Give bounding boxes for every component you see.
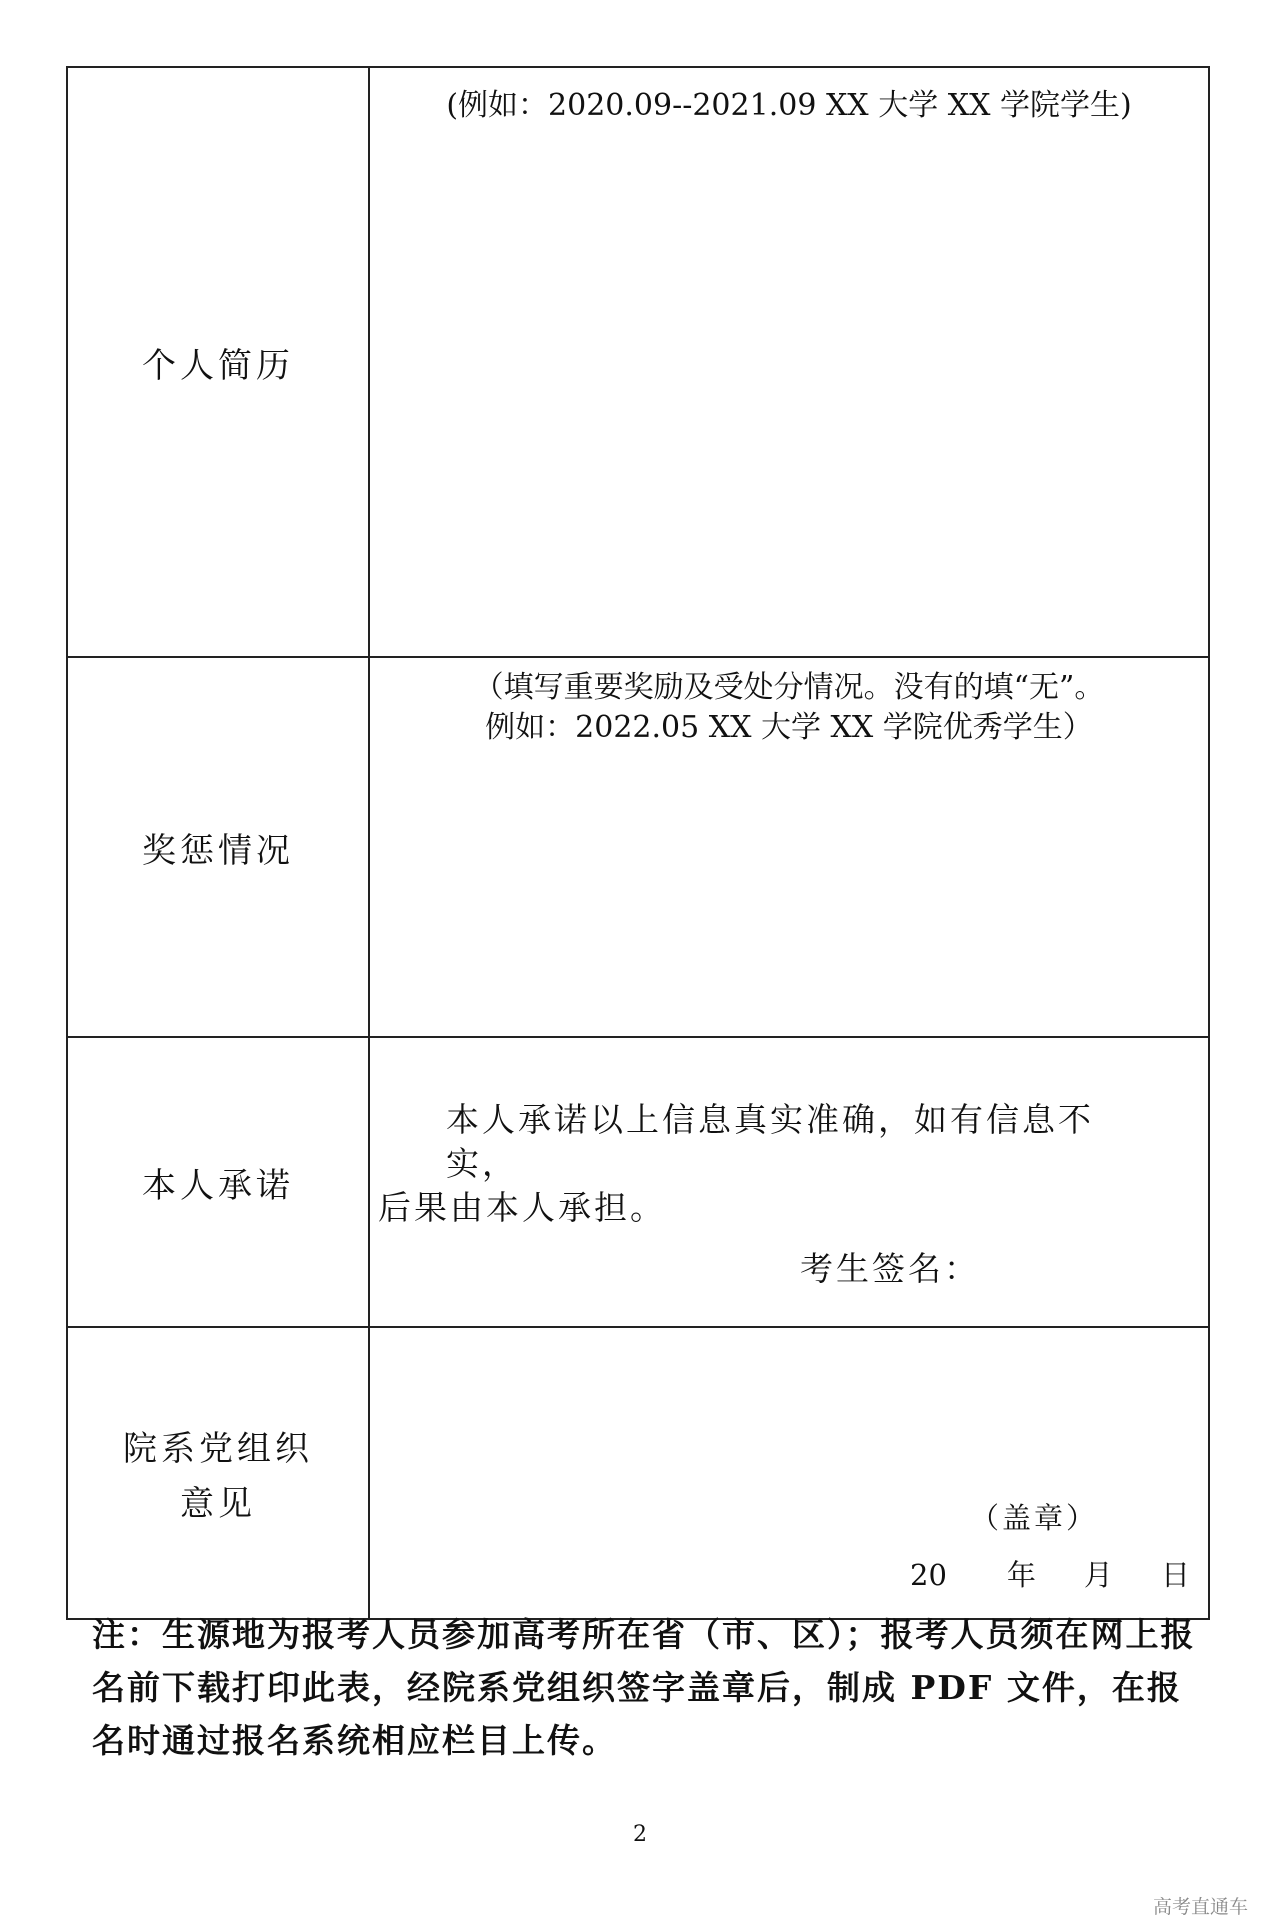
resume-row [67, 67, 1209, 657]
form-note: 注：生源地为报考人员参加高考所在省（市、区）；报考人员须在网上报名前下载打印此表，经院系党组织签字盖章后，制成 PDF 文件，在报名时通过报名系统相应栏目上传。 [92, 1615, 1196, 1760]
resume-field[interactable] [369, 67, 1209, 657]
resume-hint: (例如：2020.09--2021.09 XX 大学 XX 学院学生) [446, 88, 1132, 123]
promise-line2: 后果由本人承担。 [378, 1188, 666, 1227]
resume-label: 个人简历 [67, 67, 369, 657]
party-opinion-label-line1: 院系党组织 [123, 1429, 313, 1469]
seal-label: （盖章） [970, 1501, 1099, 1535]
watermark-text: 高考直通车 [1152, 1896, 1248, 1918]
promise-label: 本人承诺 [67, 1037, 369, 1327]
promise-text [378, 1098, 1158, 1230]
date-year-label: 年 [1006, 1558, 1036, 1592]
date-month-label: 月 [1083, 1558, 1113, 1592]
date-line [910, 1553, 1190, 1594]
awards-row [67, 657, 1209, 1037]
candidate-signature-label[interactable]: 考生签名： [800, 1249, 980, 1288]
awards-field[interactable] [369, 657, 1209, 1037]
party-opinion-label [67, 1327, 369, 1619]
application-form-table [66, 66, 1210, 1620]
page-number: 2 [633, 1822, 647, 1847]
party-opinion-row [67, 1327, 1209, 1619]
promise-row [67, 1037, 1209, 1327]
party-opinion-field[interactable] [369, 1327, 1209, 1619]
party-opinion-label-line2: 意见 [180, 1484, 256, 1524]
promise-line1: 本人承诺以上信息真实准确，如有信息不实， [446, 1100, 1094, 1183]
awards-hint-line1: （填写重要奖励及受处分情况。没有的填“无”。 [473, 670, 1105, 705]
promise-field [369, 1037, 1209, 1327]
awards-hint-line2: 例如：2022.05 XX 大学 XX 学院优秀学生） [485, 710, 1093, 745]
awards-label: 奖惩情况 [67, 657, 369, 1037]
date-year-prefix: 20 [910, 1558, 947, 1592]
date-day-label: 日 [1160, 1558, 1190, 1592]
